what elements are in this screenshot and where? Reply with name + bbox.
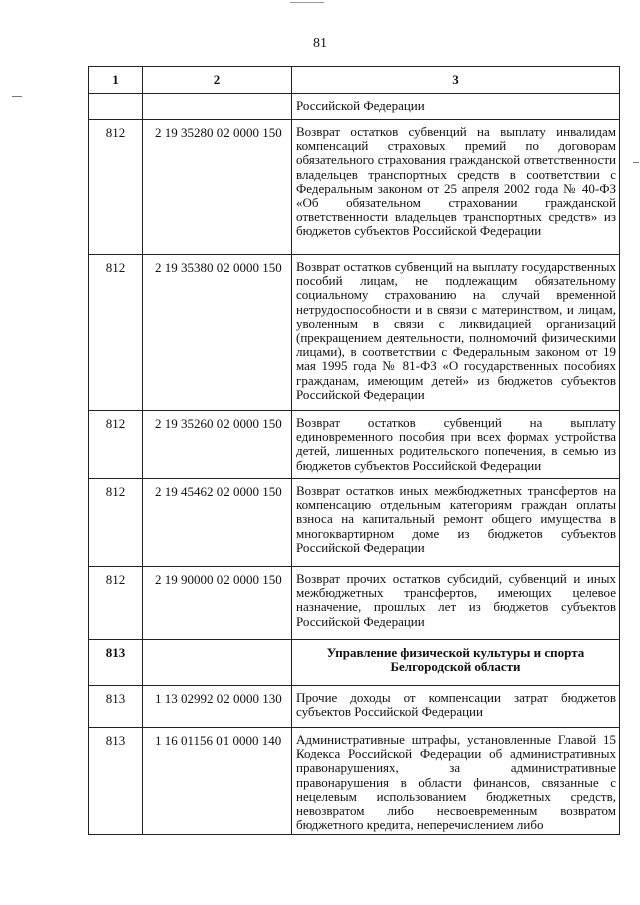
page-number: 81	[313, 36, 327, 51]
admin-code: 812	[89, 255, 143, 411]
revenue-description: Возврат остатков иных межбюджетных трансфертов на компенсацию отдельным категориям граждан оплаты взноса на капитальный ремонт общего имущества в многоквартирном доме из бюджетов субъектов Российской Федерации	[292, 479, 620, 567]
admin-code: 812	[89, 411, 143, 479]
admin-code: 813	[89, 728, 143, 835]
budget-code: 2 19 35260 02 0000 150	[143, 411, 292, 479]
table-row	[89, 728, 620, 835]
empty-cell	[143, 640, 292, 686]
revenue-description: Административные штрафы, установленные Главой 15 Кодекса Российской Федерации об административных правонарушениях, за административные правонарушения в области финансов, связанные с нецелевым использованием бюджетных средств, невозвратом либо несвоевременным возвратом бюджетного кредита, неперечислением либо	[292, 728, 620, 835]
budget-code: 2 19 35280 02 0000 150	[143, 120, 292, 255]
admin-code: 812	[89, 567, 143, 640]
table-row	[89, 411, 620, 479]
empty-cell	[89, 94, 143, 120]
revenue-description: Возврат остатков субвенций на выплату инвалидам компенсаций страховых премий по договорам обязательного страхования гражданской ответственности владельцев транспортных средств в соответствии с Федеральным законом от 25 апреля 2002 года № 40-ФЗ «Об обязательном страховании гражданской ответственности владельцев транспортных средств» из бюджетов субъектов Российской Федерации	[292, 120, 620, 255]
budget-code: 2 19 35380 02 0000 150	[143, 255, 292, 411]
header-row	[89, 67, 620, 94]
header-col-2: 2	[143, 67, 292, 94]
header-col-3: 3	[292, 67, 620, 94]
revenue-description: Возврат остатков субвенций на выплату единовременного пособия при всех формах устройства детей, лишенных родительского попечения, в семью из бюджетов субъектов Российской Федерации	[292, 411, 620, 479]
scan-mark-right	[633, 162, 639, 163]
table-row	[89, 479, 620, 567]
budget-code: 2 19 45462 02 0000 150	[143, 479, 292, 567]
continuation-text: Российской Федерации	[292, 94, 620, 120]
table-row	[89, 255, 620, 411]
section-row	[89, 640, 620, 686]
admin-code: 813	[89, 686, 143, 728]
admin-code: 812	[89, 479, 143, 567]
revenue-description: Возврат прочих остатков субсидий, субвенций и иных межбюджетных трансфертов, имеющих целевое назначение, прошлых лет из бюджетов субъектов Российской Федерации	[292, 567, 620, 640]
section-title: Управление физической культуры и спорта Белгородской области	[292, 640, 620, 686]
budget-code: 1 13 02992 02 0000 130	[143, 686, 292, 728]
table-row	[89, 120, 620, 255]
empty-cell	[143, 94, 292, 120]
budget-code: 1 16 01156 01 0000 140	[143, 728, 292, 835]
table-row	[89, 686, 620, 728]
admin-code: 812	[89, 120, 143, 255]
table-row	[89, 567, 620, 640]
revenue-codes-table	[88, 66, 620, 835]
scan-mark-left	[12, 96, 22, 97]
section-admin-code: 813	[89, 640, 143, 686]
header-col-1: 1	[89, 67, 143, 94]
scan-mark-top	[290, 2, 324, 3]
revenue-description: Возврат остатков субвенций на выплату государственных пособий лицам, не подлежащим обязательному социальному страхованию на случай временной нетрудоспособности и в связи с материнством, и лицам, уволенным в связи с ликвидацией организаций (прекращением деятельности, полномочий физическими лицами), в соответствии с Федеральным законом от 19 мая 1995 года № 81-ФЗ «О государственных пособиях гражданам, имеющим детей» из бюджетов субъектов Российской Федерации	[292, 255, 620, 411]
revenue-description: Прочие доходы от компенсации затрат бюджетов субъектов Российской Федерации	[292, 686, 620, 728]
budget-code: 2 19 90000 02 0000 150	[143, 567, 292, 640]
continuation-row	[89, 94, 620, 120]
